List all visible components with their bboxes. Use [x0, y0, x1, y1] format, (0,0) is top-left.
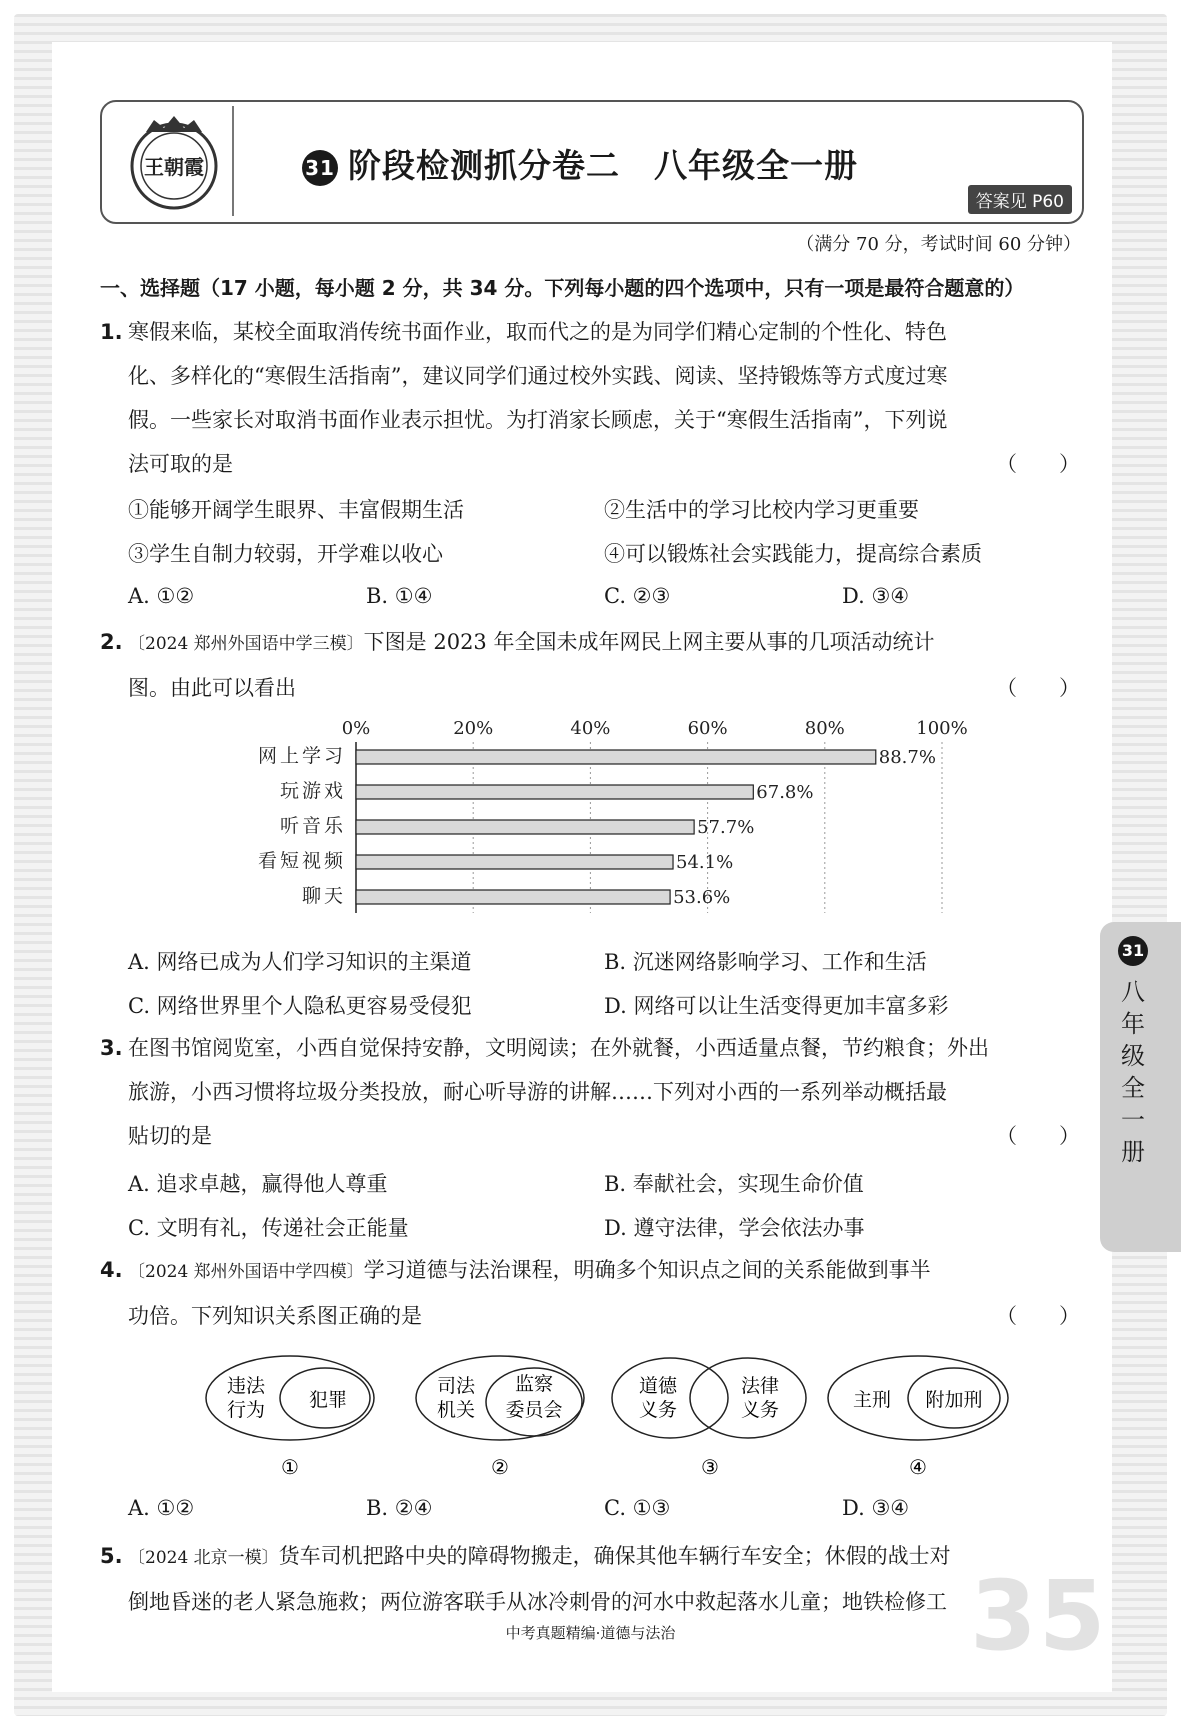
diagram-text: 监察 [514, 1373, 554, 1395]
question-source: 〔2024 北京一模〕 [128, 1548, 279, 1568]
diagram-text: 机关 [436, 1399, 476, 1421]
option-d[interactable]: D. ③④ [842, 1496, 910, 1520]
bar [356, 785, 753, 799]
value-label: 53.6% [673, 887, 731, 908]
diagram-text: 犯罪 [308, 1389, 348, 1411]
bar [356, 750, 876, 764]
question-line: 贴切的是 [128, 1124, 212, 1148]
question-3 [100, 1026, 1080, 1158]
question-line: 法可取的是 [128, 452, 233, 476]
option-d[interactable]: D. 遵守法律，学会依法办事 [604, 1216, 865, 1240]
side-tab-text [1118, 976, 1148, 1168]
question-number: 2. [100, 630, 123, 654]
diagram-1 [206, 1356, 374, 1479]
diagram-text: 委员会 [505, 1399, 563, 1421]
category-label: 看短视频 [257, 850, 346, 872]
question-number: 3. [100, 1036, 123, 1060]
section-title: 一、选择题（17 小题，每小题 2 分，共 34 分。下列每小题的四个选项中，只有一项是最符合题意的） [100, 276, 1025, 300]
diagram-2 [416, 1356, 584, 1479]
knowledge-diagrams [200, 1352, 1020, 1482]
footer: 中考真题精编·道德与法治 [505, 1624, 676, 1642]
question-number: 5. [100, 1544, 123, 1568]
answer-bracket: （ ） [996, 1124, 1080, 1148]
logo-text: 王朝霞 [144, 155, 204, 179]
diagram-3 [612, 1358, 806, 1479]
option-c[interactable]: C. 网络世界里个人隐私更容易受侵犯 [128, 994, 472, 1018]
question-line: 寒假来临，某校全面取消传统书面作业，取而代之的是为同学们精心定制的个性化、特色 [128, 320, 947, 344]
option-b[interactable]: B. ①④ [366, 584, 433, 608]
bar [356, 855, 673, 869]
x-tick-label: 80% [804, 718, 845, 739]
statement-4: ④可以锻炼社会实践能力，提高综合素质 [604, 542, 982, 566]
page-title [302, 140, 1062, 187]
option-a[interactable]: A. 网络已成为人们学习知识的主渠道 [128, 950, 472, 974]
bar [356, 890, 670, 904]
statement-2: ②生活中的学习比校内学习更重要 [604, 498, 919, 522]
side-tab-number: 31 [1118, 936, 1148, 966]
question-line: 学习道德与法治课程，明确多个知识点之间的关系能做到事半 [363, 1258, 931, 1282]
diagram-label: ③ [701, 1455, 719, 1479]
side-tab [1100, 922, 1181, 1252]
diagram-text: 司法 [436, 1375, 476, 1397]
page-number: 35 [970, 1560, 1108, 1672]
x-tick-label: 40% [570, 718, 611, 739]
option-c[interactable]: C. ①③ [604, 1496, 671, 1520]
diagram-label: ① [281, 1455, 299, 1479]
diagram-text: 道德 [638, 1375, 678, 1397]
diagram-label: ② [491, 1455, 509, 1479]
answer-bracket: （ ） [996, 452, 1080, 476]
question-source: 〔2024 郑州外国语中学三模〕 [128, 634, 364, 654]
x-tick-label: 100% [916, 718, 968, 739]
diagram-text: 行为 [226, 1399, 266, 1421]
question-4 [100, 1248, 1080, 1338]
score-line: （满分 70 分，考试时间 60 分钟） [796, 234, 1081, 255]
diagram-text: 义务 [638, 1399, 678, 1421]
side-tab-char: 八 [1121, 978, 1145, 1006]
answer-reference: 答案见 P60 [968, 185, 1072, 214]
diagram-4 [828, 1356, 1008, 1479]
question-line: 在图书馆阅览室，小西自觉保持安静，文明阅读；在外就餐，小西适量点餐，节约粮食；外出 [128, 1036, 989, 1060]
option-a[interactable]: A. ①② [128, 1496, 195, 1520]
category-label: 聊天 [301, 885, 346, 907]
question-number: 1. [100, 320, 123, 344]
header-separator [232, 106, 234, 216]
title-number-badge: 31 [302, 150, 338, 186]
x-tick-label: 60% [687, 718, 728, 739]
x-tick-label: 0% [341, 718, 371, 739]
activity-bar-chart [230, 712, 1000, 932]
question-source: 〔2024 郑州外国语中学四模〕 [128, 1262, 364, 1282]
side-tab-char: 册 [1121, 1138, 1145, 1166]
side-tab-char: 级 [1121, 1042, 1145, 1070]
question-line: 化、多样化的“寒假生活指南”，建议同学们通过校外实践、阅读、坚持锻炼等方式度过寒 [128, 364, 948, 388]
diagram-text: 主刑 [852, 1389, 892, 1411]
question-line: 功倍。下列知识关系图正确的是 [128, 1304, 422, 1328]
title-text: 阶段检测抓分卷二 八年级全一册 [348, 146, 858, 185]
option-d[interactable]: D. ③④ [842, 584, 910, 608]
diagram-label: ④ [909, 1455, 927, 1479]
bar [356, 820, 694, 834]
side-tab-char: 全 [1121, 1074, 1145, 1102]
diagram-text: 附加刑 [925, 1389, 983, 1411]
diagram-text: 义务 [740, 1399, 780, 1421]
answer-bracket: （ ） [996, 1304, 1080, 1328]
question-line: 倒地昏迷的老人紧急施救；两位游客联手从冰冷刺骨的河水中救起落水儿童；地铁检修工 [128, 1590, 947, 1614]
question-line: 货车司机把路中央的障碍物搬走，确保其他车辆行车安全；休假的战士对 [278, 1544, 951, 1568]
option-a[interactable]: A. 追求卓越，赢得他人尊重 [128, 1172, 388, 1196]
question-line: 旅游，小西习惯将垃圾分类投放，耐心听导游的讲解……下列对小西的一系列举动概括最 [128, 1080, 947, 1104]
question-number: 4. [100, 1258, 123, 1282]
option-c[interactable]: C. 文明有礼，传递社会正能量 [128, 1216, 409, 1240]
category-label: 网上学习 [257, 745, 346, 767]
question-line: 图。由此可以看出 [128, 676, 296, 700]
answer-bracket: （ ） [996, 676, 1080, 700]
option-d[interactable]: D. 网络可以让生活变得更加丰富多彩 [604, 994, 949, 1018]
option-b[interactable]: B. ②④ [366, 1496, 433, 1520]
option-b[interactable]: B. 奉献社会，实现生命价值 [604, 1172, 864, 1196]
question-2 [100, 620, 1080, 710]
category-label: 听音乐 [279, 815, 346, 837]
option-a[interactable]: A. ①② [128, 584, 195, 608]
category-label: 玩游戏 [279, 780, 346, 802]
diagram-text: 法律 [740, 1375, 780, 1397]
question-line: 假。一些家长对取消书面作业表示担忧。为打消家长顾虑，关于“寒假生活指南”，下列说 [128, 408, 948, 432]
option-c[interactable]: C. ②③ [604, 584, 671, 608]
side-tab-char: 一 [1121, 1106, 1145, 1134]
statement-3: ③学生自制力较弱，开学难以收心 [128, 542, 443, 566]
question-line: 下图是 2023 年全国未成年网民上网主要从事的几项活动统计 [363, 630, 935, 654]
statement-1: ①能够开阔学生眼界、丰富假期生活 [128, 498, 464, 522]
value-label: 88.7% [878, 747, 936, 768]
side-tab-char: 年 [1121, 1010, 1145, 1038]
option-b[interactable]: B. 沉迷网络影响学习、工作和生活 [604, 950, 927, 974]
diagram-text: 违法 [226, 1375, 266, 1397]
header-box [100, 100, 1084, 224]
question-5 [100, 1534, 1080, 1624]
x-tick-label: 20% [453, 718, 494, 739]
question-1 [100, 310, 1080, 486]
logo-seal [124, 110, 224, 212]
value-label: 54.1% [676, 852, 734, 873]
value-label: 57.7% [697, 817, 755, 838]
value-label: 67.8% [756, 782, 814, 803]
